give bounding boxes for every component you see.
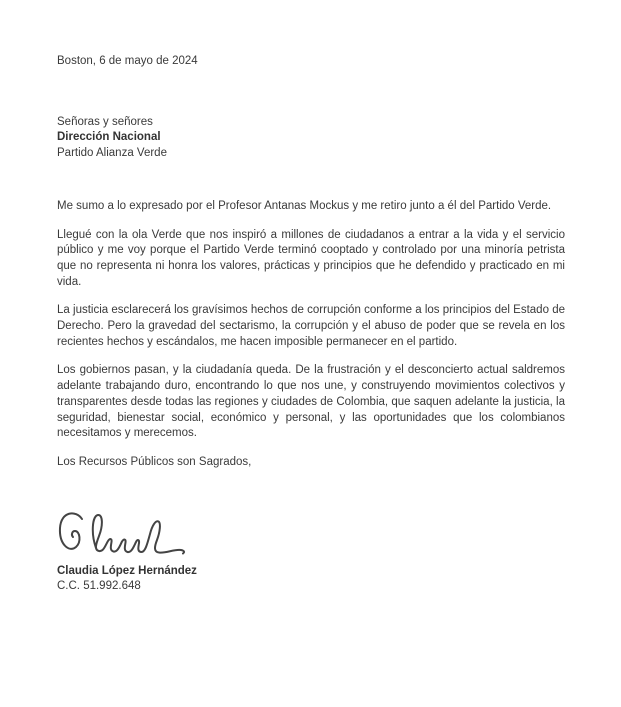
- recipient-salutation: Señoras y señores: [57, 115, 153, 128]
- letter-paragraph-2: Llegué con la ola Verde que nos inspiró a millones de ciudadanos a entrar a la vida y el servicio público y me voy porque el Partido Verde terminó cooptado y controlado por una minoría petrista que no representa ni honra los valores, prácticas y principios que he defendido y practicado en mi vida.: [57, 228, 565, 288]
- signer-id-number: C.C. 51.992.648: [57, 580, 141, 593]
- letter-paragraph-3: La justicia esclarecerá los gravísimos hechos de corrupción conforme a los principios del Estado de Derecho. Pero la gravedad del sectarismo, la corrupción y el abuso de poder que se revela en los recientes hechos y escándalos, me hacen imposible permanecer en el partido.: [57, 304, 565, 348]
- letter-paragraph-4: Los gobiernos pasan, y la ciudadanía queda. De la frustración y el desconcierto actual saldremos adelante trabajando duro, encontrando lo que nos une, y construyendo movimientos colectivos y transparentes desde todas las regiones y ciudades de Colombia, que saquen adelante la justicia, la seguridad, bienestar social, económico y personal, y las oportunidades que los colombianos necesitamos y merecemos.: [57, 364, 565, 440]
- handwritten-signature-icon: [53, 508, 565, 558]
- letter-paragraph-1: Me sumo a lo expresado por el Profesor Antanas Mockus y me retiro junto a él del Partido Verde.: [57, 199, 552, 212]
- letter-closing: Los Recursos Públicos son Sagrados,: [57, 455, 252, 468]
- signature-block: [57, 508, 565, 595]
- recipient-block: [57, 115, 565, 162]
- recipient-name: Dirección Nacional: [57, 131, 161, 144]
- letter-date: Boston, 6 de mayo de 2024: [57, 55, 198, 67]
- signer-name: Claudia López Hernández: [57, 564, 197, 577]
- recipient-organization: Partido Alianza Verde: [57, 147, 167, 160]
